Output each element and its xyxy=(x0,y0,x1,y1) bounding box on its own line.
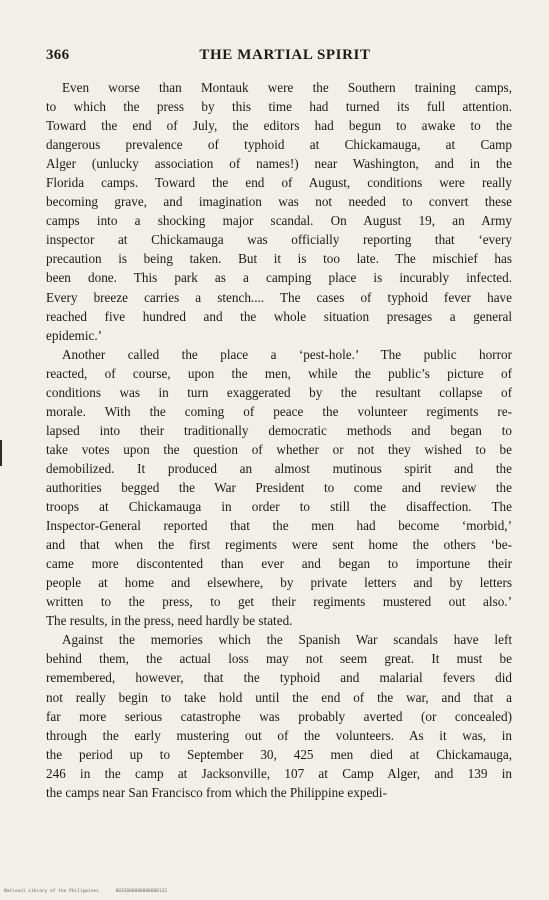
text-line: to which the press by this time had turned its full attention. xyxy=(46,99,512,115)
running-title: THE MARTIAL SPIRIT xyxy=(199,47,371,63)
text-line: remembered, however, that the typhoid and malarial fevers did xyxy=(46,670,512,686)
text-line: dangerous prevalence of typhoid at Chickamauga, at Camp xyxy=(46,137,512,153)
scan-edge-mark xyxy=(0,440,2,466)
text-line: camps into a shocking major scandal. On August 19, an Army xyxy=(46,213,512,229)
text-line: behind them, the actual loss may not seem great. It must be xyxy=(46,651,512,667)
text-line: Florida camps. Toward the end of August, conditions were really xyxy=(46,175,512,191)
text-line: Even worse than Montauk were the Southern training camps, xyxy=(62,80,512,95)
text-line: Another called the place a ‘pest-hole.’ The public horror xyxy=(62,346,512,362)
text-line: Toward the end of July, the editors had begun to awake to the xyxy=(46,118,512,134)
footer-code: 0032000000000000132 xyxy=(115,889,168,894)
page-number: 366 xyxy=(46,47,70,63)
text-line: reacted, of course, upon the men, while the public’s picture of xyxy=(46,365,512,381)
text-line: 246 in the camp at Jacksonville, 107 at Camp Alger, and 139 in xyxy=(46,765,512,781)
footer-library: National Library of the Philippines xyxy=(4,889,99,894)
text-line: the period up to September 30, 425 men died at Chickamauga, xyxy=(46,746,512,762)
text-line: through the early mustering out of the volunteers. As it was, in xyxy=(46,727,512,743)
text-line: Every breeze carries a stench.... The cases of typhoid fever have xyxy=(46,289,512,305)
text-line: been done. This park as a camping place is incurably infected. xyxy=(46,270,512,286)
text-line: not really begin to take hold until the end of the war, and that a xyxy=(46,689,512,705)
text-line: came more discontented than ever and began to importune their xyxy=(46,556,512,572)
text-line: and that when the first regiments were sent home the others ‘be- xyxy=(46,537,512,553)
text-line: morale. With the coming of peace the volunteer regiments re- xyxy=(46,403,512,419)
text-line: conditions was in turn exaggerated by the resultant collapse of xyxy=(46,384,512,400)
text-line: troops at Chickamauga in order to still the disaffection. The xyxy=(46,499,512,515)
scan-footer xyxy=(4,889,181,894)
text-line: inspector at Chickamauga was officially reporting that ‘every xyxy=(46,232,512,248)
text-line: The results, in the press, need hardly be stated. xyxy=(46,613,293,629)
paragraph xyxy=(46,345,512,631)
text-line: epidemic.’ xyxy=(46,327,103,343)
text-line: far more serious catastrophe was probably averted (or concealed) xyxy=(46,708,512,724)
text-line: authorities begged the War President to come and review the xyxy=(46,479,512,495)
running-head xyxy=(46,47,512,69)
text-line: precaution is being taken. But it is too late. The mischief has xyxy=(46,251,512,267)
text-line: becoming grave, and imagination was not needed to convert these xyxy=(46,194,512,210)
text-line: Alger (unlucky association of names!) near Washington, and in the xyxy=(46,156,512,172)
text-line: demobilized. It produced an almost mutinous spirit and the xyxy=(46,460,512,476)
text-line: people at home and elsewhere, by private letters and by letters xyxy=(46,575,512,591)
paragraph xyxy=(46,78,512,345)
paragraph xyxy=(46,630,512,801)
text-line: the camps near San Francisco from which the Philippine expedi- xyxy=(46,784,387,800)
body-text xyxy=(46,78,512,802)
text-line: Inspector-General reported that the men had become ‘morbid,’ xyxy=(46,518,512,534)
text-line: reached five hundred and the whole situation presages a general xyxy=(46,308,512,324)
text-line: Against the memories which the Spanish War scandals have left xyxy=(62,632,512,648)
text-line: take votes upon the question of whether or not they wished to be xyxy=(46,441,512,457)
text-line: written to the press, to get their regiments mustered out also.’ xyxy=(46,594,512,610)
text-line: lapsed into their traditionally democratic methods and began to xyxy=(46,422,512,438)
